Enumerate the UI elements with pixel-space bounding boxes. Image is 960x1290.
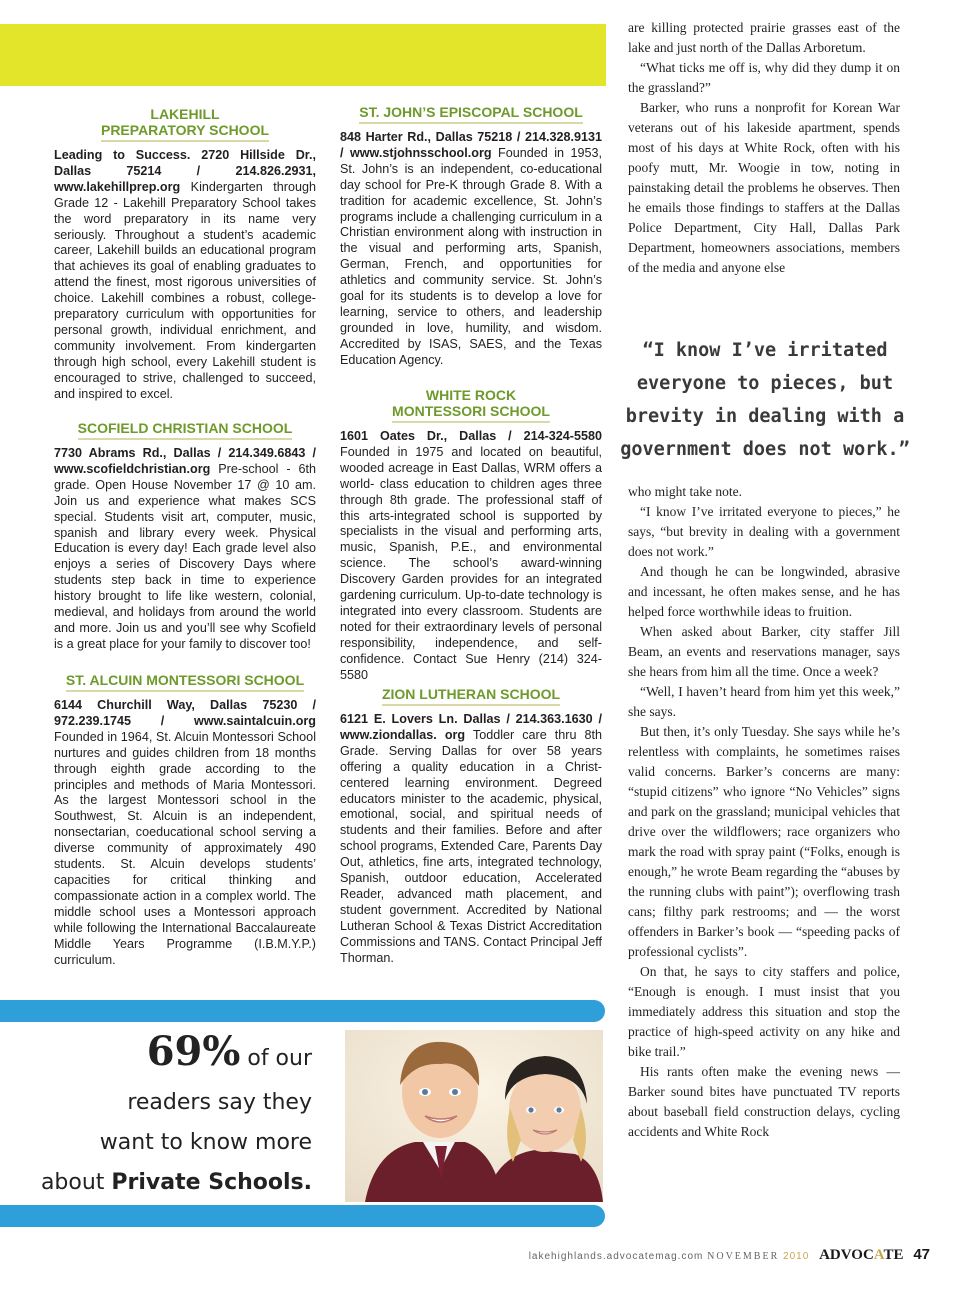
- school-address: 7730 Abrams Rd., Dallas / 214.349.6843 / www.scofieldchristian.org: [54, 446, 316, 476]
- pull-quote: “I know I’ve irritated everyone to pieces, but brevity in dealing with a government does not work.”: [620, 340, 910, 460]
- school-name: WHITE ROCK MONTESSORI SCHOOL: [392, 387, 550, 423]
- school-description: 848 Harter Rd., Dallas 75218 / 214.328.9131 / www.stjohnsschool.org Founded in 1953, St. John’s is an independent, co-educational day school for Pre-K through Grade 8. With a tradition for academic excellence, St. John’s programs include a challenging curriculum in a Christian environment along with instruction in the visual and performing arts, Spanish, German, French, and opportunities for athletics and community service. St. John’s goal for its students is to develop a love for learning, service to others, and leadership grounded in love, humility, and wisdom. Accredited by ISAS, SAES, and the Texas Education Agency.: [340, 130, 602, 367]
- school-listing-white-rock: [340, 387, 602, 684]
- school-address: 1601 Oates Dr., Dallas / 214-324-5580: [340, 429, 602, 443]
- school-description: 1601 Oates Dr., Dallas / 214-324-5580 Founded in 1975 and located on beautiful, wooded acreage in East Dallas, WRM offers a world- class education to children ages three through 8th grade. The professional staff of this arts-integrated school is supported by specialists in the visual and performing arts, music, Spanish, P.E., and environmental science. The school’s award-winning Discovery Garden provides for an integrated gardening curriculum. Up-to-date technology is integrated into every classroom. Students are noted for their extraordinary levels of personal responsibility, independence, and self- confidence. Contact Sue Henry (214) 324-5580: [340, 429, 602, 682]
- article-paragraph: Barker, who runs a nonprofit for Korean War veterans out of his lakeside apartment, spends most of his days at White Rock, often with his poofy mutt, Mr. Woogie in tow, noting in painstaking detail the problems he observes. Then he emails those findings to staffers at the Dallas Police Department, City Hall, Dallas Park Department, homeowners associations, members of the media and anyone else: [628, 100, 900, 275]
- students-photo: [345, 1030, 603, 1202]
- article-paragraph: are killing protected prairie grasses east of the lake and just north of the Dallas Arboretum.: [628, 20, 900, 55]
- article-top: [628, 18, 900, 278]
- school-listing-lakehill: [54, 106, 316, 403]
- school-description: 6121 E. Lovers Ln. Dallas / 214.363.1630 / www.ziondallas. org Toddler care thru 8th Grade. Serving Dallas for over 58 years offering a quality education in a Christ-centered learning environment. Degreed educators minister to the academic, physical, emotional, social, and spiritual needs of students and their families. Before and after school programs, Extended Care, Parents Day Out, athletics, fine arts, integrated technology, Spanish, outdoor education, Accelerated Reader, advanced math placement, and student government. Accredited by National Lutheran School & Texas District Accreditation Commissions and TANS. Contact Principal Jeff Thorman.: [340, 712, 603, 965]
- school-listing-zion: [340, 686, 602, 967]
- school-name: LAKEHILL PREPARATORY SCHOOL: [101, 106, 269, 142]
- article-paragraph: “I know I’ve irritated everyone to pieces,” he says, “but brevity in dealing with a government does not work.”: [628, 504, 900, 559]
- article-paragraph: On that, he says to city staffers and police, “Enough is enough. I must insist that you immediately address this situation and stop the practice of high-speed activity on any hike and bike trail.”: [628, 964, 900, 1059]
- school-description: Leading to Success. 2720 Hillside Dr., Dallas 75214 / 214.826.2931, www.lakehillprep.org Kindergarten through Grade 12 - Lakehill Preparatory School takes the word preparatory in its name very seriously. Throughout a student’s academic career, Lakehill builds an educational program that achieves its goal of enabling graduates to attend the finest, most rigorous universities of choice. Lakehill combines a robust, college-preparatory curriculum with opportunities for personal growth, individual enrichment, and community involvement. From kindergarten through high school, every Lakehill student is encouraged to strive, challenged to succeed, and inspired to excel.: [54, 148, 316, 401]
- school-listing-st-johns: [340, 104, 602, 369]
- school-address: Leading to Success. 2720 Hillside Dr., Dallas 75214 / 214.826.2931, www.lakehillprep.org: [54, 148, 316, 194]
- article-paragraph: And though he can be longwinded, abrasive and incessant, he often makes sense, and he has helped force worthwhile ideas to fruition.: [628, 564, 900, 619]
- school-address: 6121 E. Lovers Ln. Dallas / 214.363.1630 / www.ziondallas. org: [340, 712, 602, 742]
- magazine-logo: ADVOCATE: [819, 1247, 904, 1263]
- yellow-header-band: [0, 24, 606, 86]
- page-number: 47: [913, 1246, 930, 1263]
- school-name: ZION LUTHERAN SCHOOL: [382, 686, 560, 706]
- article-paragraph: who might take note.: [628, 484, 742, 499]
- promo-top-bar: [0, 1000, 605, 1022]
- school-description: 7730 Abrams Rd., Dallas / 214.349.6843 / www.scofieldchristian.org Pre-school - 6th grade. Open House November 17 @ 10 am. Join us and experience what makes SCS special. Students visit art, computer, music, spanish and library every week. Physical Education is every day! Each grade level also enjoys a series of Discovery Days where students step back in time to experience history brought to life like western, colonial, medieval, and holidays from around the world and more. Join us and you’ll see why Scofield is a great place for your family to discover too!: [54, 446, 316, 651]
- article-paragraph: “Well, I haven’t heard from him yet this week,” she says.: [628, 684, 900, 719]
- school-address: 848 Harter Rd., Dallas 75218 / 214.328.9131 / www.stjohnsschool.org: [340, 130, 602, 160]
- article-paragraph: But then, it’s only Tuesday. She says while he’s relentless with complaints, he sometimes raises valid concerns. Barker’s concerns are many: “stupid citizens” who ignore “No Vehicles” signs and park on the grassland; municipal vehicles that drive over the wildflowers; race organizers who mark the road with spray paint (“Folks, enough is enough,” he wrote Beam regarding the “abuses by the running clubs with paint”); overflowing trash cans; filthy park restrooms; and — the worst offenders in Barker’s book — “speeding packs of professional cyclists”.: [628, 724, 900, 959]
- school-description: 6144 Churchill Way, Dallas 75230 / 972.239.1745 / www.saintalcuin.org Founded in 1964, St. Alcuin Montessori School nurtures and guides children from 18 months through eighth grade according to the principles and methods of Maria Montessori. As the largest Montessori school in the Southwest, St. Alcuin is an independent, nonsectarian, coeducational school serving a diverse community of approximately 490 students. St. Alcuin develops students’ capacities for critical thinking and compassionate action in a complex world. The middle school uses a Montessori approach while following the International Baccalaureate Middle Years Programme (I.B.M.Y.P.) curriculum.: [54, 698, 316, 967]
- promo-percent: 69%: [146, 1028, 241, 1075]
- article-paragraph: His rants often make the evening news — Barker sound bites have punctuated TV reports about baseball field construction delays, cycling accidents and White Rock: [628, 1064, 900, 1139]
- school-listing-st-alcuin: [54, 672, 316, 968]
- school-listing-scofield: [54, 420, 316, 653]
- article-paragraph: When asked about Barker, city staffer Jill Beam, an events and reservations manager, says she hears from him all the time. Once a week?: [628, 624, 900, 679]
- school-address: 6144 Churchill Way, Dallas 75230 / 972.239.1745 / www.saintalcuin.org: [54, 698, 316, 728]
- footer-month: NOVEMBER: [707, 1251, 780, 1262]
- promo-bottom-bar: [0, 1205, 605, 1227]
- footer-year: 2010: [783, 1251, 810, 1262]
- page-footer: [529, 1246, 930, 1264]
- school-name: SCOFIELD CHRISTIAN SCHOOL: [78, 420, 293, 440]
- footer-url: lakehighlands.advocatemag.com: [528, 1251, 704, 1262]
- article-bottom: [628, 482, 900, 1142]
- promo-text: 69% of our readers say they want to know more about Private Schools.: [40, 1028, 312, 1195]
- school-name: ST. JOHN’S EPISCOPAL SCHOOL: [359, 104, 583, 124]
- school-name: ST. ALCUIN MONTESSORI SCHOOL: [66, 672, 304, 692]
- article-paragraph: “What ticks me off is, why did they dump it on the grassland?”: [628, 60, 900, 95]
